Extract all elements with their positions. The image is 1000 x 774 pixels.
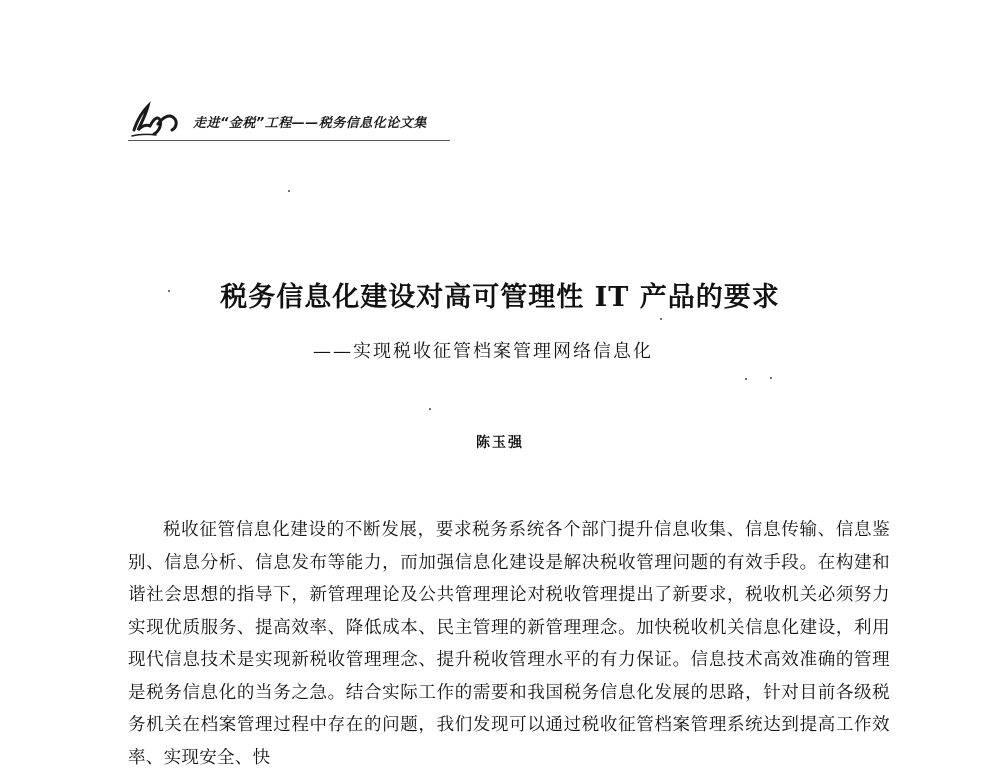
running-header-text: 走进“金税”工程——税务信息化论文集 (193, 116, 427, 131)
article-subtitle: ——实现税收征管档案管理网络信息化 (313, 341, 653, 362)
scan-speck (745, 378, 747, 380)
series-logo-icon (128, 100, 186, 144)
article-author: 陈玉强 (476, 435, 524, 451)
running-header (128, 100, 458, 146)
header-divider (128, 140, 450, 141)
article-title: 税务信息化建设对高可管理性 IT 产品的要求 (220, 282, 780, 313)
scan-speck (770, 377, 772, 379)
scan-speck (429, 408, 431, 410)
article-body (128, 514, 890, 774)
scan-speck (288, 190, 290, 192)
body-paragraph: 税收征管信息化建设的不断发展，要求税务系统各个部门提升信息收集、信息传输、信息鉴别、信息分析、信息发布等能力，而加强信息化建设是解决税收管理问题的有效手段。在构建和谐社会思想的指导下，新管理理论及公共管理理论对税收管理提出了新要求，税收机关必须努力实现优质服务、提高效率、降低成本、民主管理的新管理理念。加快税收机关信息化建设，利用现代信息技术是实现新税收管理理念、提升税收管理水平的有力保证。信息技术高效准确的管理是税务信息化的当务之急。结合实际工作的需要和我国税务信息化发展的思路，针对目前各级税务机关在档案管理过程中存在的问题，我们发现可以通过税收征管档案管理系统达到提高工作效率、实现安全、快 (128, 520, 890, 768)
scan-speck (660, 318, 662, 320)
